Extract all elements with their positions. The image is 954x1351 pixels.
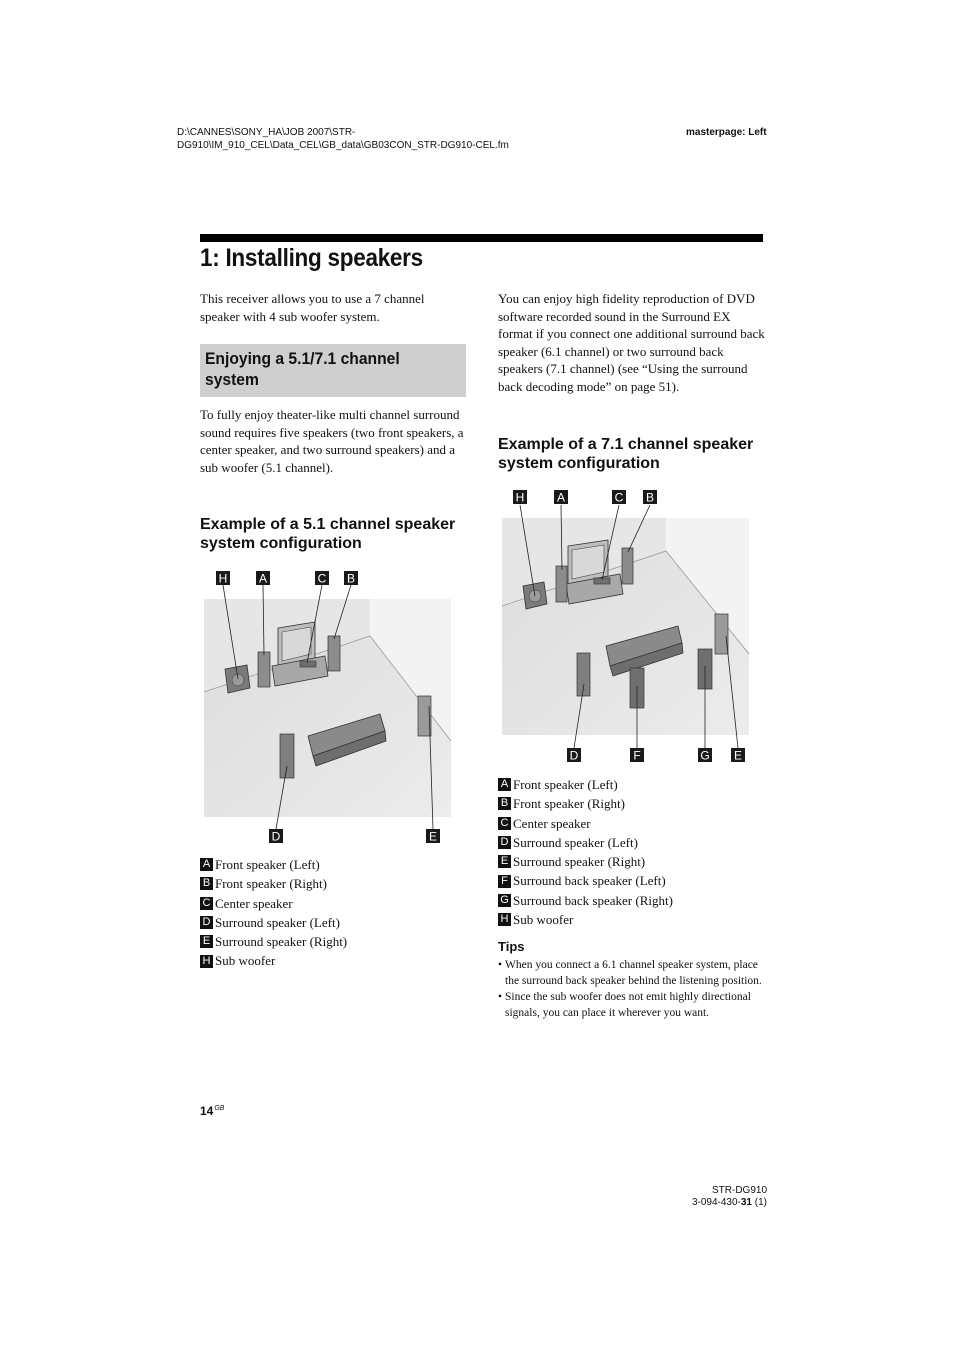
title-rule	[200, 234, 763, 242]
legend-5-1	[200, 855, 347, 971]
svg-text:A: A	[556, 490, 566, 505]
legend-label: Surround back speaker (Right)	[513, 892, 673, 908]
legend-item	[498, 794, 673, 813]
legend-label: Sub woofer	[513, 912, 574, 928]
legend-item	[200, 932, 347, 951]
page-number-value: 14	[200, 1104, 214, 1118]
speaker-diagram-7-1	[498, 486, 768, 766]
file-path-line-1: D:\CANNES\SONY_HA\JOB 2007\STR-	[177, 127, 356, 138]
legend-item	[200, 951, 347, 970]
legend-label: Surround back speaker (Left)	[513, 873, 666, 889]
diagram-key-a	[554, 490, 568, 505]
legend-key: C	[498, 817, 511, 830]
legend-key: G	[498, 894, 511, 907]
legend-item	[498, 910, 673, 929]
diagram-key-f	[630, 748, 644, 763]
diagram-key-e	[426, 829, 440, 844]
page-number	[200, 1104, 224, 1118]
diagram-key-e	[731, 748, 745, 763]
legend-key: D	[498, 836, 511, 849]
section-heading: Enjoying a 5.1/7.1 channel system	[205, 349, 400, 389]
svg-text:G: G	[700, 748, 710, 763]
legend-item	[200, 894, 347, 913]
file-path-line-2: DG910\IM_910_CEL\Data_CEL\GB_data\GB03CON_STR-DG910-CEL.fm	[177, 139, 509, 151]
legend-key: D	[200, 916, 213, 929]
legend-label: Center speaker	[215, 895, 293, 911]
example-71-heading: Example of a 7.1 channel speaker system configuration	[498, 436, 754, 472]
legend-label: Surround speaker (Right)	[513, 854, 646, 870]
diagram-key-g	[698, 748, 712, 763]
diagram-key-b	[344, 571, 358, 586]
svg-text:A: A	[258, 571, 268, 586]
legend-key: A	[200, 858, 213, 871]
legend-label: Front speaker (Right)	[215, 876, 327, 892]
legend-key: B	[498, 797, 511, 810]
legend-item	[498, 833, 673, 852]
part-number: 3-094-430-31 (1)	[691, 1197, 767, 1208]
svg-text:B: B	[346, 571, 356, 586]
model-name: STR-DG910	[711, 1185, 767, 1196]
legend-label: Surround speaker (Left)	[513, 834, 638, 850]
svg-text:F: F	[633, 748, 641, 763]
legend-key: C	[200, 897, 213, 910]
section-paragraph: To fully enjoy theater-like multi channel surround sound requires five speakers (two front speakers, a center speaker, and two surround speakers) and a sub woofer (5.1 channel).	[200, 407, 464, 475]
legend-item	[498, 852, 673, 871]
surround-ex-paragraph: You can enjoy high fidelity reproduction of DVD software recorded sound in the Surround EX format if you connect one additional surround back speaker (6.1 channel) or two surround back speakers (7.1 channel) (see “Using the surround back decoding mode” on page 51).	[498, 291, 765, 394]
legend-label: Sub woofer	[215, 953, 276, 969]
diagram-key-a	[256, 571, 270, 586]
legend-item	[200, 874, 347, 893]
svg-text:H: H	[218, 571, 228, 586]
diagram-key-c	[315, 571, 329, 586]
legend-key: H	[498, 913, 511, 926]
legend-label: Center speaker	[513, 815, 591, 831]
tips-heading: Tips	[498, 939, 525, 954]
diagram-key-c	[612, 490, 626, 505]
diagram-key-d	[567, 748, 581, 763]
file-path-header	[177, 127, 597, 152]
page-title: 1: Installing speakers	[200, 244, 423, 272]
diagram-key-b	[643, 490, 657, 505]
legend-label: Surround speaker (Left)	[215, 914, 340, 930]
legend-key: F	[498, 875, 511, 888]
svg-text:D: D	[569, 748, 579, 763]
legend-label: Front speaker (Right)	[513, 796, 625, 812]
svg-text:E: E	[428, 829, 438, 844]
svg-text:C: C	[317, 571, 327, 586]
legend-key: A	[498, 778, 511, 791]
diagram-key-h	[216, 571, 230, 586]
example-51-heading: Example of a 5.1 channel speaker system configuration	[200, 516, 456, 552]
tip-item: • Since the sub woofer does not emit highly directional signals, you can place it wherever you want.	[498, 989, 766, 1021]
legend-item	[498, 891, 673, 910]
diagram-key-d	[269, 829, 283, 844]
legend-label: Front speaker (Left)	[513, 777, 618, 792]
legend-key: E	[200, 935, 213, 948]
svg-text:H: H	[515, 490, 525, 505]
page-number-suffix: GB	[214, 1105, 225, 1112]
legend-label: Surround speaker (Right)	[215, 934, 348, 950]
svg-text:C: C	[614, 490, 624, 505]
speaker-diagram-5-1	[200, 566, 470, 851]
svg-text:E: E	[733, 748, 743, 763]
legend-key: H	[200, 955, 213, 968]
legend-item	[498, 871, 673, 890]
svg-text:D: D	[271, 829, 281, 844]
tips-list	[498, 957, 766, 1021]
masterpage-label: masterpage: Left	[686, 127, 767, 138]
legend-item	[498, 814, 673, 833]
intro-paragraph: This receiver allows you to use a 7 channel speaker with 4 sub woofer system.	[200, 291, 425, 324]
legend-item	[200, 913, 347, 932]
svg-text:B: B	[645, 490, 655, 505]
legend-key: E	[498, 855, 511, 868]
legend-7-1	[498, 775, 673, 929]
diagram-key-h	[513, 490, 527, 505]
legend-label: Front speaker (Left)	[215, 857, 320, 872]
model-footer	[640, 1185, 767, 1209]
legend-key: B	[200, 877, 213, 890]
legend-item	[498, 775, 673, 794]
legend-item	[200, 855, 347, 874]
tip-item: • When you connect a 6.1 channel speaker system, place the surround back speaker behind the listening position.	[498, 957, 766, 989]
